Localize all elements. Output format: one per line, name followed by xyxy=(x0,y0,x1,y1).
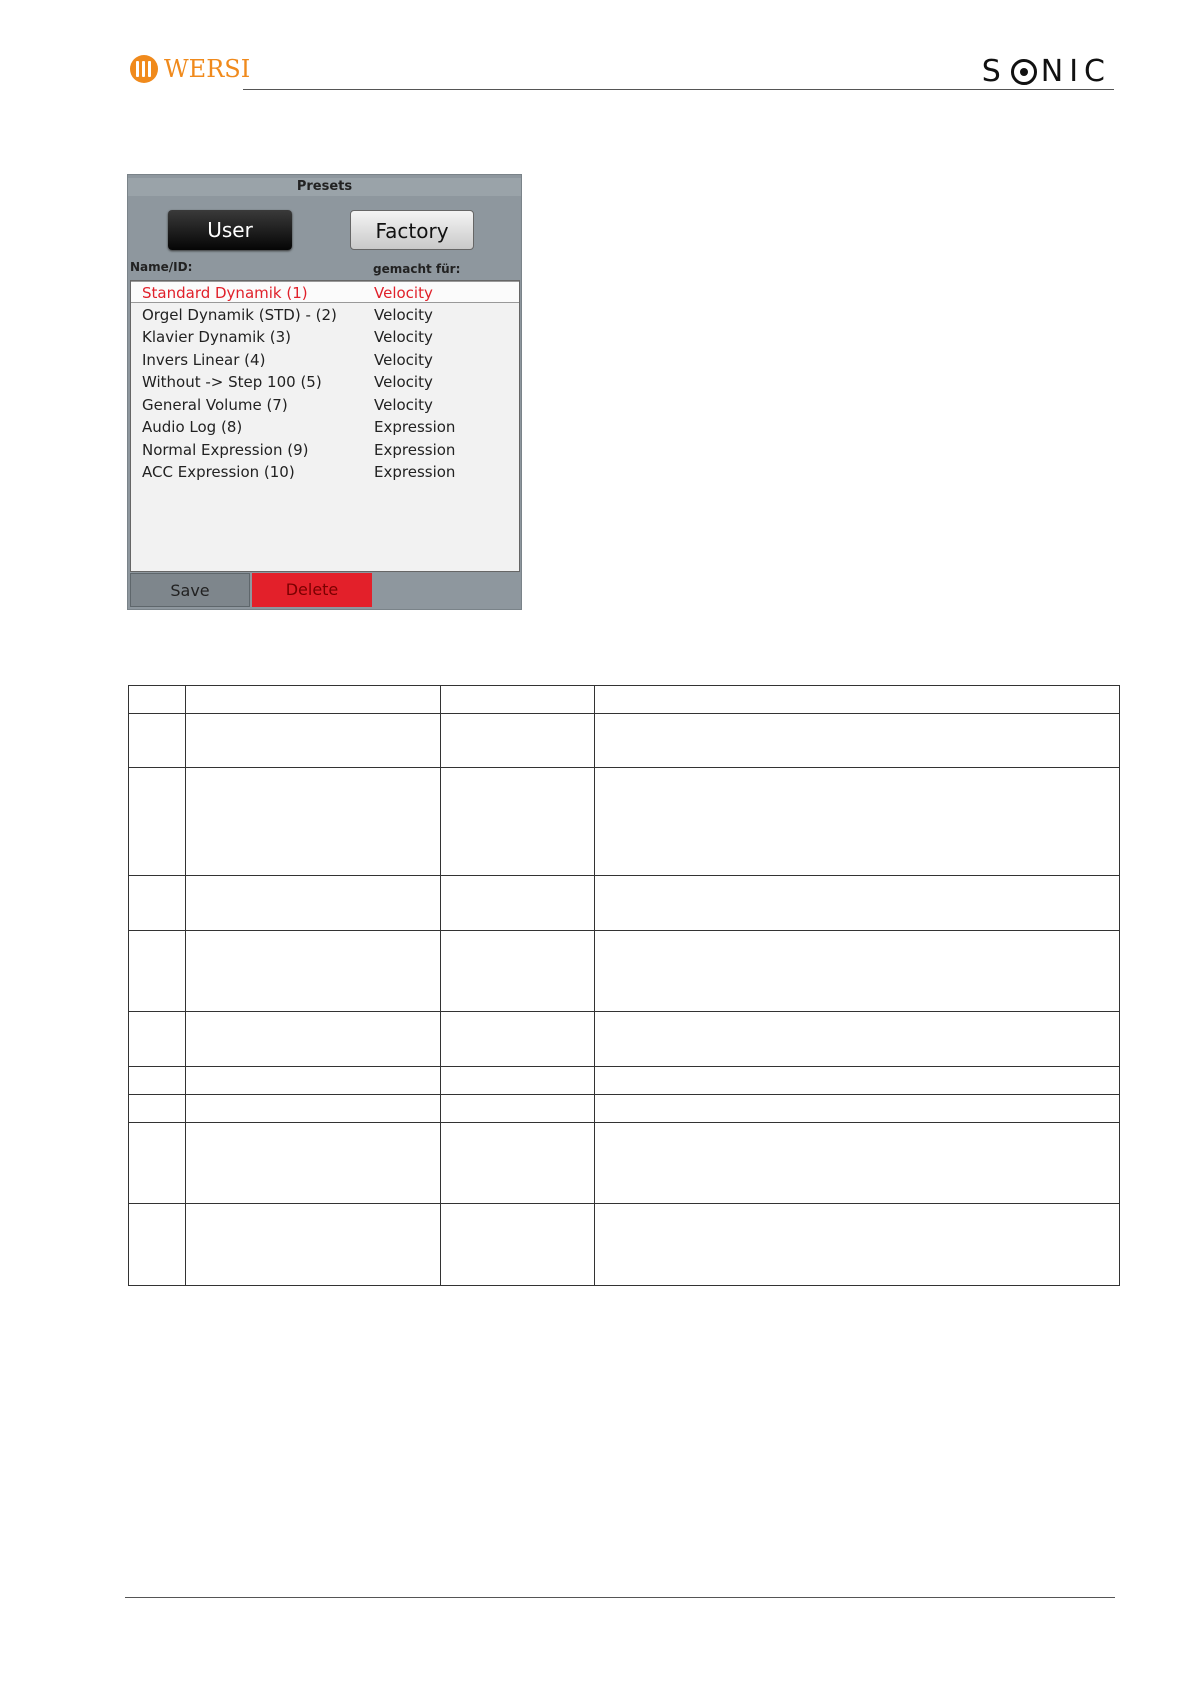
table-cell xyxy=(594,1067,1119,1095)
wersi-wordmark: WERSI xyxy=(164,55,251,83)
table-row xyxy=(129,931,1120,1012)
user-button[interactable]: User xyxy=(168,210,292,250)
preset-type: Velocity xyxy=(374,284,433,302)
table-cell xyxy=(441,768,594,876)
sonic-logo xyxy=(982,54,1111,89)
sonic-logo-suffix: NIC xyxy=(1040,54,1111,89)
table-row xyxy=(129,876,1120,931)
table-cell xyxy=(594,714,1119,768)
preset-type: Expression xyxy=(374,440,456,459)
presets-panel xyxy=(127,174,522,610)
description-table xyxy=(128,685,1120,1286)
preset-row[interactable] xyxy=(131,416,519,438)
preset-name: General Volume (7) xyxy=(142,395,288,414)
table-cell xyxy=(594,876,1119,931)
table-row xyxy=(129,1095,1120,1123)
table-cell xyxy=(185,1067,441,1095)
table-cell xyxy=(185,931,441,1012)
preset-name: Without -> Step 100 (5) xyxy=(142,373,322,391)
table-cell xyxy=(129,1012,186,1067)
preset-type: Expression xyxy=(374,418,456,436)
preset-row[interactable] xyxy=(131,326,519,348)
table-cell xyxy=(129,1204,186,1286)
preset-name: ACC Expression (10) xyxy=(142,463,295,481)
preset-row[interactable] xyxy=(131,304,519,326)
preset-list[interactable] xyxy=(130,280,520,572)
preset-row[interactable] xyxy=(131,281,519,303)
table-cell xyxy=(441,931,594,1012)
table-cell xyxy=(441,1123,594,1204)
table-cell xyxy=(594,686,1119,714)
table-cell xyxy=(594,1095,1119,1123)
table-cell xyxy=(594,931,1119,1012)
column-label-name: Name/ID: xyxy=(130,260,193,274)
table-cell xyxy=(441,1012,594,1067)
table-row xyxy=(129,768,1120,876)
preset-row[interactable] xyxy=(131,439,519,461)
table-cell xyxy=(129,714,186,768)
table-cell xyxy=(441,686,594,714)
table-cell xyxy=(185,1095,441,1123)
preset-type: Velocity xyxy=(374,373,433,391)
wersi-logo-icon xyxy=(130,55,158,83)
table-cell xyxy=(185,768,441,876)
preset-row[interactable] xyxy=(131,371,519,393)
table-cell xyxy=(129,876,186,931)
table-cell xyxy=(129,686,186,714)
column-label-made-for: gemacht für: xyxy=(373,262,461,276)
table-cell xyxy=(129,1067,186,1095)
action-bar xyxy=(128,573,521,609)
preset-row[interactable] xyxy=(131,394,519,416)
table-cell xyxy=(441,876,594,931)
wersi-logo xyxy=(130,55,250,83)
preset-type: Expression xyxy=(374,463,456,481)
table-row xyxy=(129,1204,1120,1286)
sonic-o-icon xyxy=(1011,59,1037,85)
factory-button[interactable]: Factory xyxy=(350,210,474,250)
preset-row[interactable] xyxy=(131,461,519,483)
preset-name: Orgel Dynamik (STD) - (2) xyxy=(142,305,337,324)
table-row xyxy=(129,686,1120,714)
table-row xyxy=(129,1067,1120,1095)
table-cell xyxy=(594,1012,1119,1067)
table-cell xyxy=(441,1067,594,1095)
table-cell xyxy=(185,1123,441,1204)
save-button[interactable]: Save xyxy=(130,573,250,607)
preset-type: Velocity xyxy=(374,305,433,324)
table-cell xyxy=(594,1204,1119,1286)
preset-name: Klavier Dynamik (3) xyxy=(142,328,292,346)
preset-type: Velocity xyxy=(374,350,433,369)
preset-name: Standard Dynamik (1) xyxy=(142,284,308,302)
table-row xyxy=(129,714,1120,768)
table-cell xyxy=(129,768,186,876)
delete-button[interactable]: Delete xyxy=(252,573,372,607)
table-cell xyxy=(441,1204,594,1286)
preset-name: Normal Expression (9) xyxy=(142,440,309,459)
table-cell xyxy=(129,1123,186,1204)
footer-rule xyxy=(125,1597,1115,1598)
table-cell xyxy=(185,1204,441,1286)
table-cell xyxy=(129,931,186,1012)
sonic-logo-prefix: S xyxy=(981,54,1007,89)
table-row xyxy=(129,1012,1120,1067)
header-rule xyxy=(243,89,1114,90)
table-cell xyxy=(185,876,441,931)
preset-type: Velocity xyxy=(374,328,433,346)
table-cell xyxy=(185,1012,441,1067)
table-cell xyxy=(594,1123,1119,1204)
preset-name: Audio Log (8) xyxy=(142,418,243,436)
table-cell xyxy=(129,1095,186,1123)
table-cell xyxy=(441,1095,594,1123)
table-row xyxy=(129,1123,1120,1204)
table-cell xyxy=(185,714,441,768)
preset-row[interactable] xyxy=(131,349,519,371)
table-cell xyxy=(185,686,441,714)
table-cell xyxy=(441,714,594,768)
table-cell xyxy=(594,768,1119,876)
panel-title: Presets xyxy=(128,178,521,196)
preset-type: Velocity xyxy=(374,395,433,414)
preset-name: Invers Linear (4) xyxy=(142,350,266,369)
